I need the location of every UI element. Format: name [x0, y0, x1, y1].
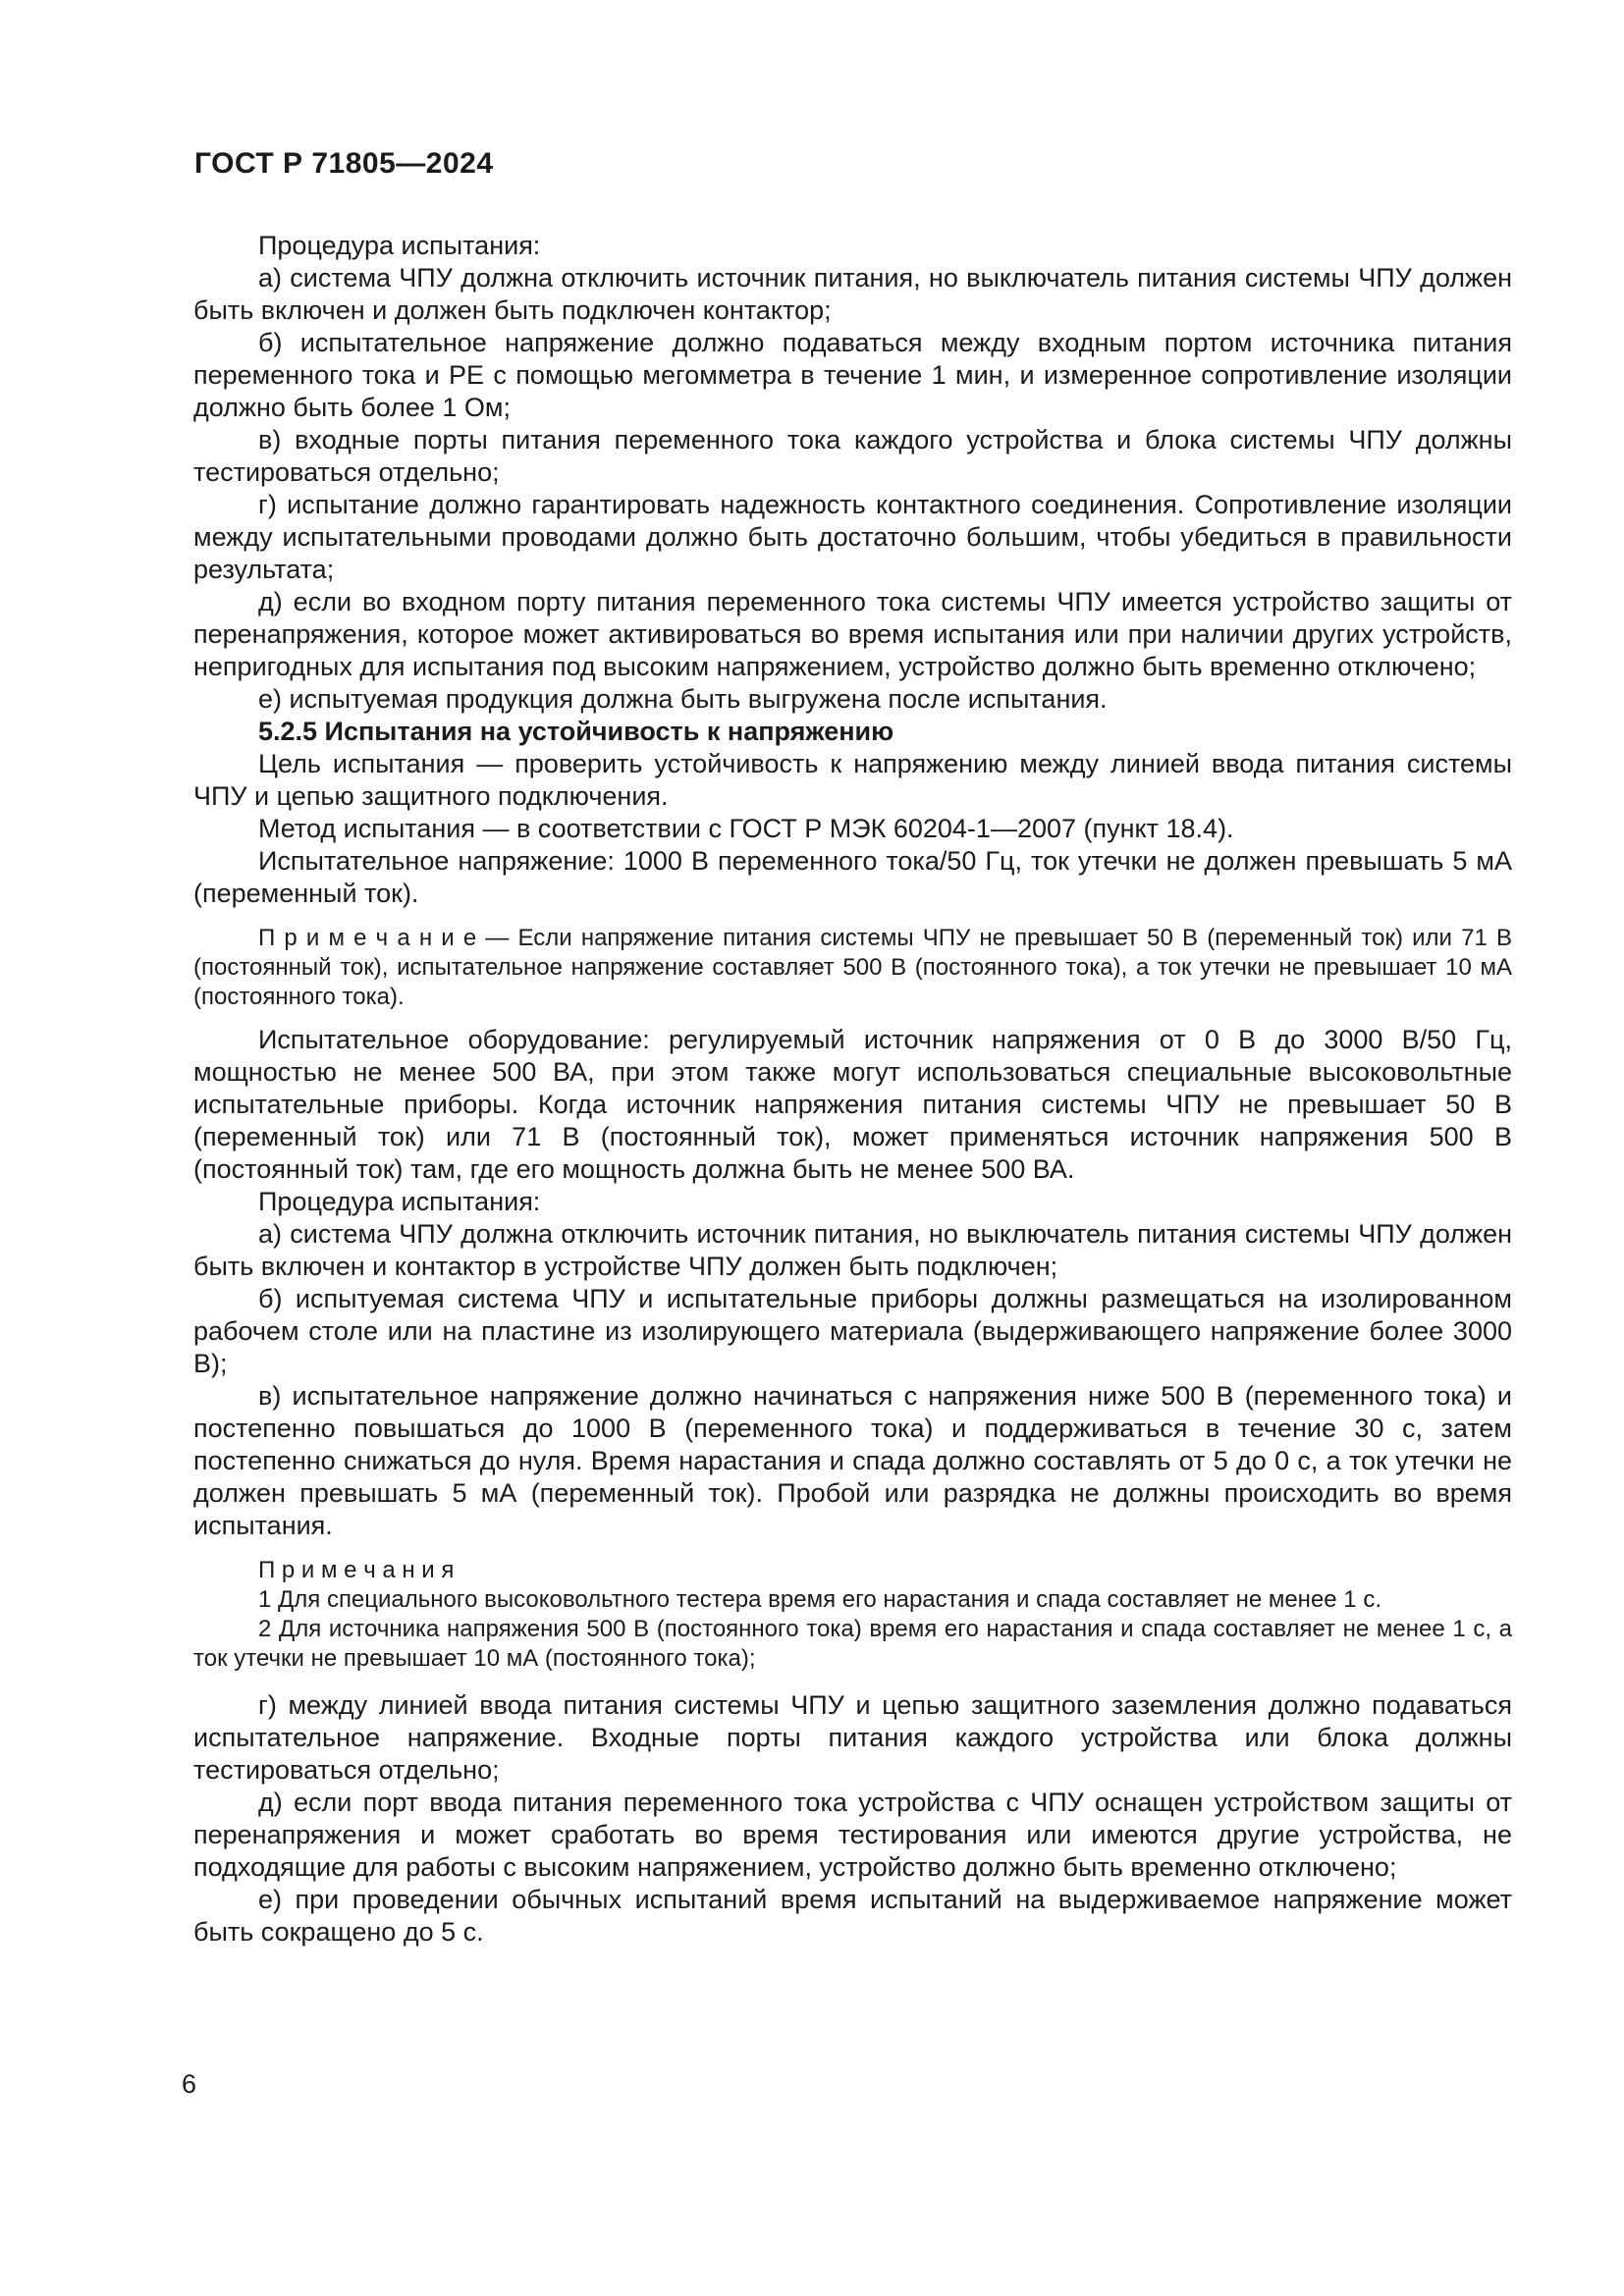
notes-heading: П р и м е ч а н и я [258, 1557, 455, 1583]
procedure2-item-d: д) если порт ввода питания переменного тока устройства с ЧПУ оснащен устройством защиты от перенапряжения и может сработать во время тестирования или имеются другие устройства, не подходящие для работы с высоким напряжением, устройство должно быть временно отключено; [193, 1788, 1512, 1882]
note-block [193, 924, 1512, 1012]
procedure2-item-a: а) система ЧПУ должна отключить источник питания, но выключатель питания системы ЧПУ должен быть включен и контактор в устройстве ЧПУ должен быть подключен; [193, 1219, 1512, 1281]
test-equipment-paragraph: Испытательное оборудование: регулируемый источник напряжения от 0 В до 3000 В/50 Гц, мощностью не менее 500 ВА, при этом также могут использоваться специальные высоковольтные испытательные приборы. Когда источник напряжения питания системы ЧПУ не превышает 50 В (переменный ток) или 71 В (постоянный ток), может применяться источник напряжения 500 В (постоянный ток) там, где его мощность должна быть не менее 500 ВА. [193, 1025, 1512, 1184]
procedure2-intro: Процедура испытания: [258, 1187, 541, 1216]
test-goal-paragraph: Цель испытания — проверить устойчивость к напряжению между линией ввода питания системы ЧПУ и цепью защитного подключения. [193, 749, 1512, 811]
procedure-item-g: г) испытание должно гарантировать надежность контактного соединения. Сопротивление изоляции между испытательными проводами должно быть достаточно большим, чтобы убедиться в правильности результата; [193, 490, 1512, 584]
test-method-paragraph: Метод испытания — в соответствии с ГОСТ Р МЭК 60204-1—2007 (пункт 18.4). [258, 814, 1234, 843]
doc-number-header: ГОСТ Р 71805—2024 [194, 147, 494, 180]
page-number: 6 [182, 2069, 197, 2099]
procedure-intro: Процедура испытания: [258, 231, 541, 260]
notes-group [193, 1556, 1512, 1674]
procedure-item-b: б) испытательное напряжение должно подаваться между входным портом источника питания переменного тока и PE с помощью мегомметра в течение 1 мин, и измеренное сопротивление изоляции должно быть более 1 Ом; [193, 328, 1512, 422]
procedure2-item-g: г) между линией ввода питания системы ЧПУ и цепью защитного заземления должно подаваться испытательное напряжение. Входные порты питания каждого устройства или блока должны тестироваться отдельно; [193, 1690, 1512, 1785]
section-heading-5-2-5: 5.2.5 Испытания на устойчивость к напряжению [258, 717, 894, 746]
procedure2-item-b: б) испытуемая система ЧПУ и испытательные приборы должны размещаться на изолированном рабочем столе или на пластине из изолирующего материала (выдерживающего напряжение более 3000 В); [193, 1284, 1512, 1378]
procedure2-item-v: в) испытательное напряжение должно начинаться с напряжения ниже 500 В (переменного тока) и постепенно повышаться до 1000 В (переменного тока) и поддерживаться в течение 30 с, затем постепенно снижаться до нуля. Время нарастания и спада должно составлять от 5 до 0 с, а ток утечки не должен превышать 5 мА (переменный ток). Пробой или разрядка не должны происходить во время испытания. [193, 1381, 1512, 1540]
test-voltage-paragraph: Испытательное напряжение: 1000 В переменного тока/50 Гц, ток утечки не должен превышать 5 мА (переменный ток). [193, 846, 1512, 908]
procedure2-item-e: е) при проведении обычных испытаний время испытаний на выдерживаемое напряжение может быть сокращено до 5 с. [193, 1885, 1512, 1947]
procedure-item-e: е) испытуемая продукция должна быть выгружена после испытания. [258, 684, 1108, 714]
notes-item-2: 2 Для источника напряжения 500 В (постоянного тока) время его нарастания и спада составляет не менее 1 с, а ток утечки не превышает 10 мА (постоянного тока); [193, 1616, 1512, 1672]
procedure-item-v: в) входные порты питания переменного тока каждого устройства и блока системы ЧПУ должны тестироваться отдельно; [193, 425, 1512, 487]
note-text: П р и м е ч а н и е — Если напряжение питания системы ЧПУ не превышает 50 В (переменный ток) или 71 В (постоянный ток), испытательное напряжение составляет 500 В (постоянного тока), а ток утечки не превышает 10 мА (постоянного тока). [193, 925, 1512, 1010]
notes-item-1: 1 Для специального высоковольтного тестера время его нарастания и спада составляет не менее 1 с. [258, 1586, 1381, 1613]
procedure-item-d: д) если во входном порту питания переменного тока системы ЧПУ имеется устройство защиты от перенапряжения, которое может активироваться во время испытания или при наличии других устройств, непригодных для испытания под высоким напряжением, устройство должно быть временно отключено; [193, 587, 1512, 681]
procedure-item-a: а) система ЧПУ должна отключить источник питания, но выключатель питания системы ЧПУ должен быть включен и должен быть подключен контактор; [193, 263, 1512, 325]
document-text-body [193, 230, 1512, 1949]
